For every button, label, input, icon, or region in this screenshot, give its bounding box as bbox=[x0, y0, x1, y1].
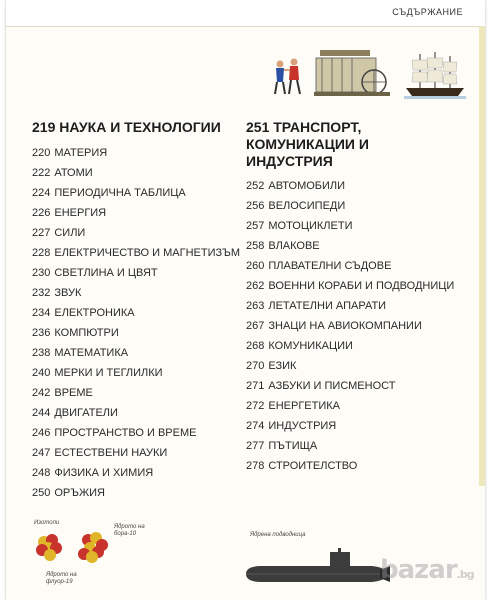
toc-item[interactable]: 232 ЗВУК bbox=[32, 287, 82, 299]
toc-item[interactable]: 236 КОМПЮТРИ bbox=[32, 327, 119, 339]
steam-engine-image bbox=[314, 50, 390, 96]
toc-item[interactable]: 250 ОРЪЖИЯ bbox=[32, 487, 105, 499]
toc-item[interactable]: 228 ЕЛЕКТРИЧЕСТВО И МАГНЕТИЗЪМ bbox=[32, 247, 241, 259]
toc-item[interactable]: 240 МЕРКИ И ТЕГЛИЛКИ bbox=[32, 367, 163, 379]
toc-item[interactable]: 220 МАТЕРИЯ bbox=[32, 147, 108, 159]
toc-item[interactable]: 242 ВРЕМЕ bbox=[32, 387, 93, 399]
section-heading-science: 219 НАУКА И ТЕХНОЛОГИИ bbox=[32, 119, 221, 135]
page-header-title: СЪДЪРЖАНИЕ bbox=[392, 7, 463, 17]
toc-item[interactable]: 234 ЕЛЕКТРОНИКА bbox=[32, 307, 135, 319]
toc-item[interactable]: 230 СВЕТЛИНА И ЦВЯТ bbox=[32, 267, 158, 279]
toc-item[interactable]: 270 ЕЗИК bbox=[246, 360, 297, 372]
section-heading-transport: 251 ТРАНСПОРТ, КОМУНИКАЦИИ И ИНДУСТРИЯ bbox=[246, 119, 369, 169]
toc-item[interactable]: 222 АТОМИ bbox=[32, 167, 93, 179]
nucleus-b10-caption: Ядрото на бора-10 bbox=[114, 524, 145, 537]
toc-item[interactable]: 246 ПРОСТРАНСТВО И ВРЕМЕ bbox=[32, 427, 197, 439]
toc-item[interactable]: 244 ДВИГАТЕЛИ bbox=[32, 407, 118, 419]
toc-item[interactable]: 224 ПЕРИОДИЧНА ТАБЛИЦА bbox=[32, 187, 186, 199]
isotopes-caption: Изотопи bbox=[34, 520, 60, 526]
submarine-image bbox=[242, 548, 392, 594]
toc-list-science bbox=[32, 143, 240, 503]
toc-list-transport bbox=[246, 176, 454, 476]
toc-item[interactable]: 278 СТРОИТЕЛСТВО bbox=[246, 460, 358, 472]
toc-item[interactable]: 248 ФИЗИКА И ХИМИЯ bbox=[32, 467, 154, 479]
toc-item[interactable]: 268 КОМУНИКАЦИИ bbox=[246, 340, 353, 352]
toc-item[interactable]: 272 ЕНЕРГЕТИКА bbox=[246, 400, 340, 412]
nucleus-f19-caption: Ядрото на флуор-19 bbox=[46, 572, 77, 585]
accent-strip bbox=[479, 26, 485, 486]
toc-item[interactable]: 271 АЗБУКИ И ПИСМЕНОСТ bbox=[246, 380, 396, 392]
toc-item[interactable]: 267 ЗНАЦИ НА АВИОКОМПАНИИ bbox=[246, 320, 422, 332]
submarine-caption: Ядрена подводница bbox=[250, 532, 306, 538]
nucleus-fluorine-image bbox=[78, 532, 108, 563]
toc-item[interactable]: 262 ВОЕННИ КОРАБИ И ПОДВОДНИЦИ bbox=[246, 280, 455, 292]
nucleus-boron-image bbox=[36, 534, 62, 561]
toc-item[interactable]: 258 ВЛАКОВЕ bbox=[246, 240, 320, 252]
atom-nuclei-image bbox=[32, 528, 122, 568]
toc-item[interactable]: 263 ЛЕТАТЕЛНИ АПАРАТИ bbox=[246, 300, 387, 312]
watermark-logo: bazar.bg bbox=[380, 555, 474, 585]
toc-item[interactable]: 247 ЕСТЕСТВЕНИ НАУКИ bbox=[32, 447, 168, 459]
toc-item[interactable]: 277 ПЪТИЩА bbox=[246, 440, 318, 452]
sailing-ship-image bbox=[404, 52, 466, 99]
transport-illustration bbox=[270, 48, 470, 110]
book-page bbox=[6, 0, 485, 600]
toc-item[interactable]: 227 СИЛИ bbox=[32, 227, 86, 239]
toc-item[interactable]: 260 ПЛАВАТЕЛНИ СЪДОВЕ bbox=[246, 260, 392, 272]
toc-item[interactable]: 257 МОТОЦИКЛЕТИ bbox=[246, 220, 353, 232]
toc-item[interactable]: 274 ИНДУСТРИЯ bbox=[246, 420, 337, 432]
header-bar bbox=[6, 0, 485, 27]
people-figures-image bbox=[275, 59, 300, 95]
toc-item[interactable]: 226 ЕНЕРГИЯ bbox=[32, 207, 107, 219]
toc-item[interactable]: 256 ВЕЛОСИПЕДИ bbox=[246, 200, 346, 212]
toc-item[interactable]: 238 МАТЕМАТИКА bbox=[32, 347, 129, 359]
toc-item[interactable]: 252 АВТОМОБИЛИ bbox=[246, 180, 346, 192]
